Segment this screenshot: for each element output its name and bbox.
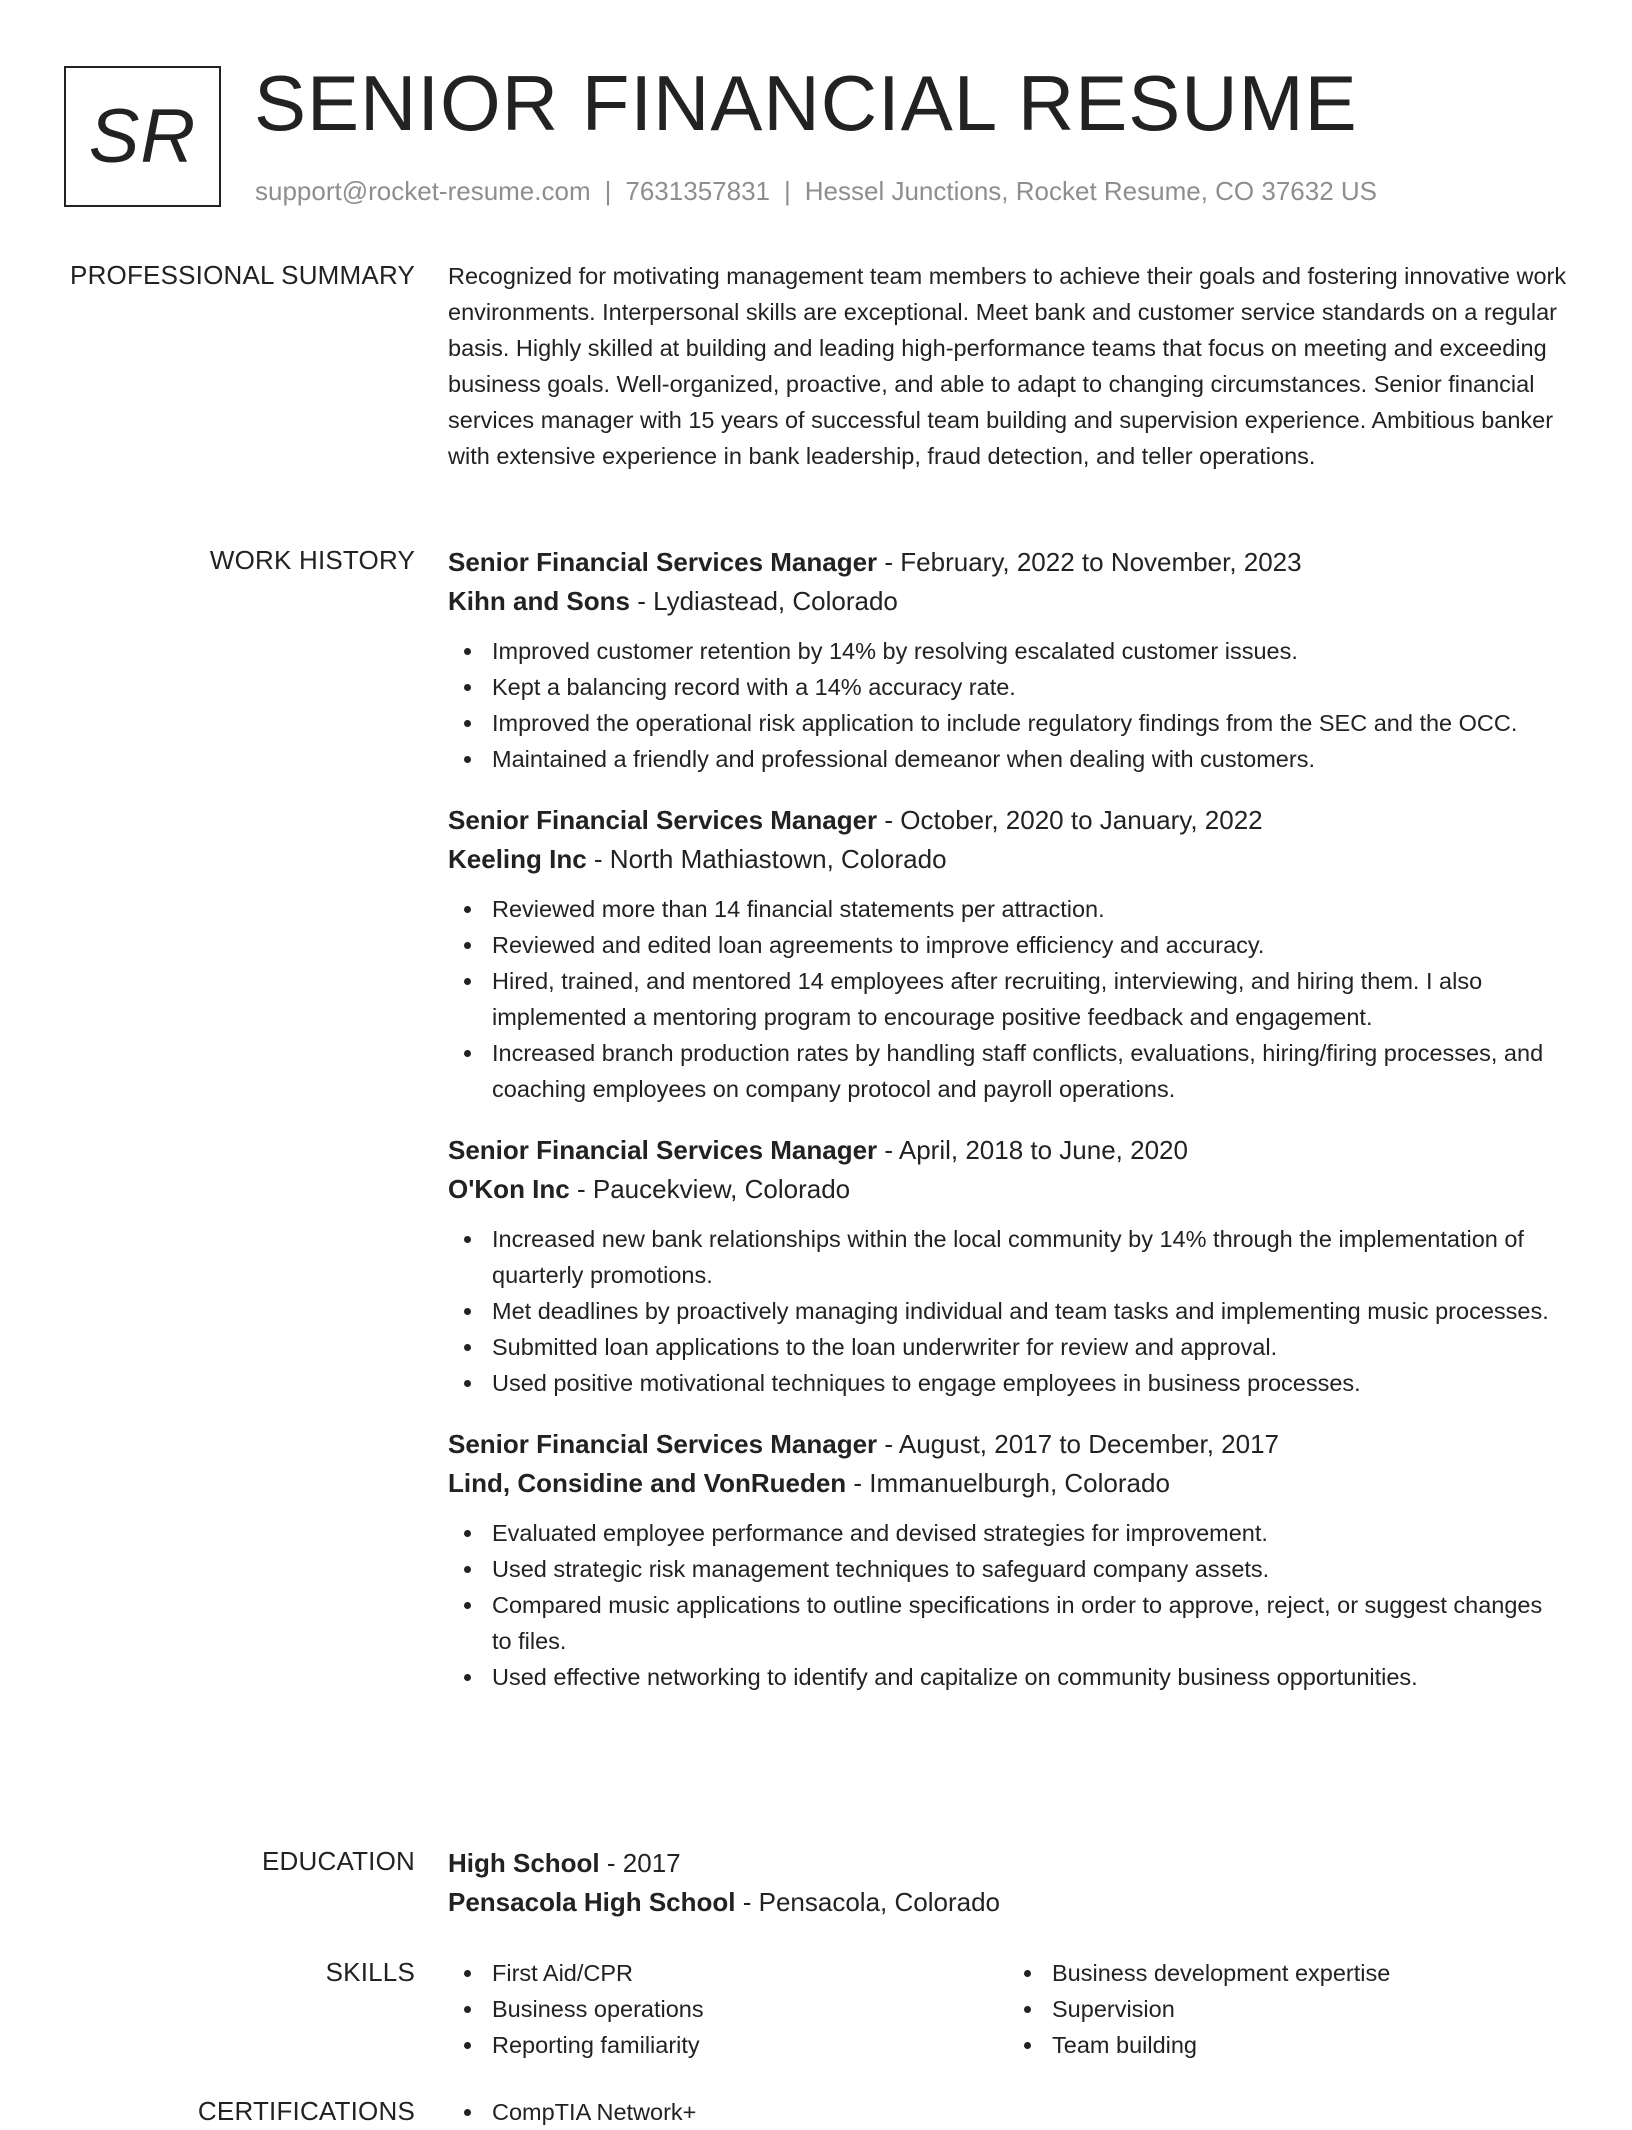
- education-degree-line: [448, 1844, 1568, 1883]
- job-bullets: [448, 891, 1568, 1107]
- section-label-summary: PROFESSIONAL SUMMARY: [70, 260, 415, 290]
- skill-item: Business development expertise: [1052, 1955, 1568, 1991]
- job-entry: [448, 543, 1568, 777]
- skill-item: Supervision: [1052, 1991, 1568, 2027]
- job-bullet: Evaluated employee performance and devised strategies for improvement.: [492, 1515, 1568, 1551]
- contact-separator: |: [604, 176, 612, 206]
- contact-phone: 7631357831: [625, 176, 770, 206]
- skill-item: Reporting familiarity: [492, 2027, 1008, 2063]
- job-bullets: [448, 1221, 1568, 1401]
- job-location: - North Mathiastown, Colorado: [586, 844, 947, 874]
- jobs-list: [448, 543, 1568, 1719]
- job-company: Keeling Inc: [448, 844, 587, 874]
- skills-list-right: [1008, 1955, 1568, 2063]
- job-bullet: Used positive motivational techniques to engage employees in business processes.: [492, 1365, 1568, 1401]
- skills-list-left: [448, 1955, 1008, 2063]
- job-title: Senior Financial Services Manager: [448, 1429, 878, 1459]
- job-company-line: [448, 1170, 1568, 1209]
- job-company-line: [448, 582, 1568, 621]
- contact-address: Hessel Junctions, Rocket Resume, CO 37632 US: [804, 176, 1378, 206]
- job-company-line: [448, 1464, 1568, 1503]
- contact-email: support@rocket-resume.com: [255, 176, 591, 206]
- job-title-line: [448, 1425, 1568, 1464]
- job-title: Senior Financial Services Manager: [448, 805, 878, 835]
- job-dates: - October, 2020 to January, 2022: [877, 805, 1263, 835]
- job-bullet: Submitted loan applications to the loan underwriter for review and approval.: [492, 1329, 1568, 1365]
- job-dates: - August, 2017 to December, 2017: [877, 1429, 1280, 1459]
- education-school: Pensacola High School: [448, 1887, 736, 1917]
- summary-text: Recognized for motivating management team members to achieve their goals and fostering innovative work environments. Interpersonal skills are exceptional. Meet bank and customer service standards on a regular basis. Highly skilled at building and leading high-performance teams that focus on meeting and exceeding business goals. Well-organized, proactive, and able to adapt to changing circumstances. Senior financial services manager with 15 years of successful team building and supervision experience. Ambitious banker with extensive experience in bank leadership, fraud detection, and teller operations.: [448, 263, 1567, 469]
- monogram-badge: SR: [64, 66, 221, 207]
- job-bullet: Used strategic risk management techniques to safeguard company assets.: [492, 1551, 1568, 1587]
- job-bullet: Kept a balancing record with a 14% accuracy rate.: [492, 669, 1568, 705]
- section-label-skills: SKILLS: [325, 1957, 415, 1987]
- job-bullet: Compared music applications to outline specifications in order to approve, reject, or suggest changes to files.: [492, 1587, 1568, 1659]
- skill-item: First Aid/CPR: [492, 1955, 1008, 1991]
- job-title-line: [448, 801, 1568, 840]
- job-company: Lind, Considine and VonRueden: [448, 1468, 847, 1498]
- certifications-list: [448, 2094, 1568, 2130]
- job-bullet: Reviewed and edited loan agreements to improve efficiency and accuracy.: [492, 927, 1568, 963]
- job-title: Senior Financial Services Manager: [448, 547, 878, 577]
- education-school-line: [448, 1883, 1568, 1922]
- resume-title: SENIOR FINANCIAL RESUME: [254, 59, 1358, 147]
- job-bullet: Maintained a friendly and professional demeanor when dealing with customers.: [492, 741, 1568, 777]
- job-title: Senior Financial Services Manager: [448, 1135, 878, 1165]
- job-location: - Lydiastead, Colorado: [630, 586, 898, 616]
- section-label-work: WORK HISTORY: [209, 545, 415, 575]
- contact-line: [255, 174, 1377, 208]
- job-bullets: [448, 633, 1568, 777]
- section-label-certifications: CERTIFICATIONS: [197, 2096, 415, 2126]
- certification-item: CompTIA Network+: [492, 2094, 1568, 2130]
- section-label-education: EDUCATION: [262, 1846, 415, 1876]
- job-bullets: [448, 1515, 1568, 1695]
- job-bullet: Improved the operational risk application to include regulatory findings from the SEC and the OCC.: [492, 705, 1568, 741]
- job-entry: [448, 1425, 1568, 1695]
- job-dates: - February, 2022 to November, 2023: [877, 547, 1302, 577]
- job-title-line: [448, 1131, 1568, 1170]
- job-entry: [448, 1131, 1568, 1401]
- job-bullet: Hired, trained, and mentored 14 employees after recruiting, interviewing, and hiring them. I also implemented a mentoring program to encourage positive feedback and engagement.: [492, 963, 1568, 1035]
- job-location: - Paucekview, Colorado: [569, 1174, 851, 1204]
- job-entry: [448, 801, 1568, 1107]
- job-bullet: Increased branch production rates by handling staff conflicts, evaluations, hiring/firing processes, and coaching employees on company protocol and payroll operations.: [492, 1035, 1568, 1107]
- job-company: Kihn and Sons: [448, 586, 630, 616]
- education-degree: High School: [448, 1848, 600, 1878]
- job-location: - Immanuelburgh, Colorado: [846, 1468, 1170, 1498]
- contact-separator: |: [784, 176, 791, 206]
- job-bullet: Improved customer retention by 14% by resolving escalated customer issues.: [492, 633, 1568, 669]
- job-title-line: [448, 543, 1568, 582]
- job-bullet: Met deadlines by proactively managing individual and team tasks and implementing music processes.: [492, 1293, 1568, 1329]
- skill-item: Team building: [1052, 2027, 1568, 2063]
- job-bullet: Increased new bank relationships within the local community by 14% through the implementation of quarterly promotions.: [492, 1221, 1568, 1293]
- job-company-line: [448, 840, 1568, 879]
- skill-item: Business operations: [492, 1991, 1008, 2027]
- job-bullet: Reviewed more than 14 financial statements per attraction.: [492, 891, 1568, 927]
- education-year: - 2017: [599, 1848, 681, 1878]
- job-company: O'Kon Inc: [448, 1174, 570, 1204]
- job-bullet: Used effective networking to identify and capitalize on community business opportunities.: [492, 1659, 1568, 1695]
- education-location: - Pensacola, Colorado: [735, 1887, 1000, 1917]
- job-dates: - April, 2018 to June, 2020: [877, 1135, 1188, 1165]
